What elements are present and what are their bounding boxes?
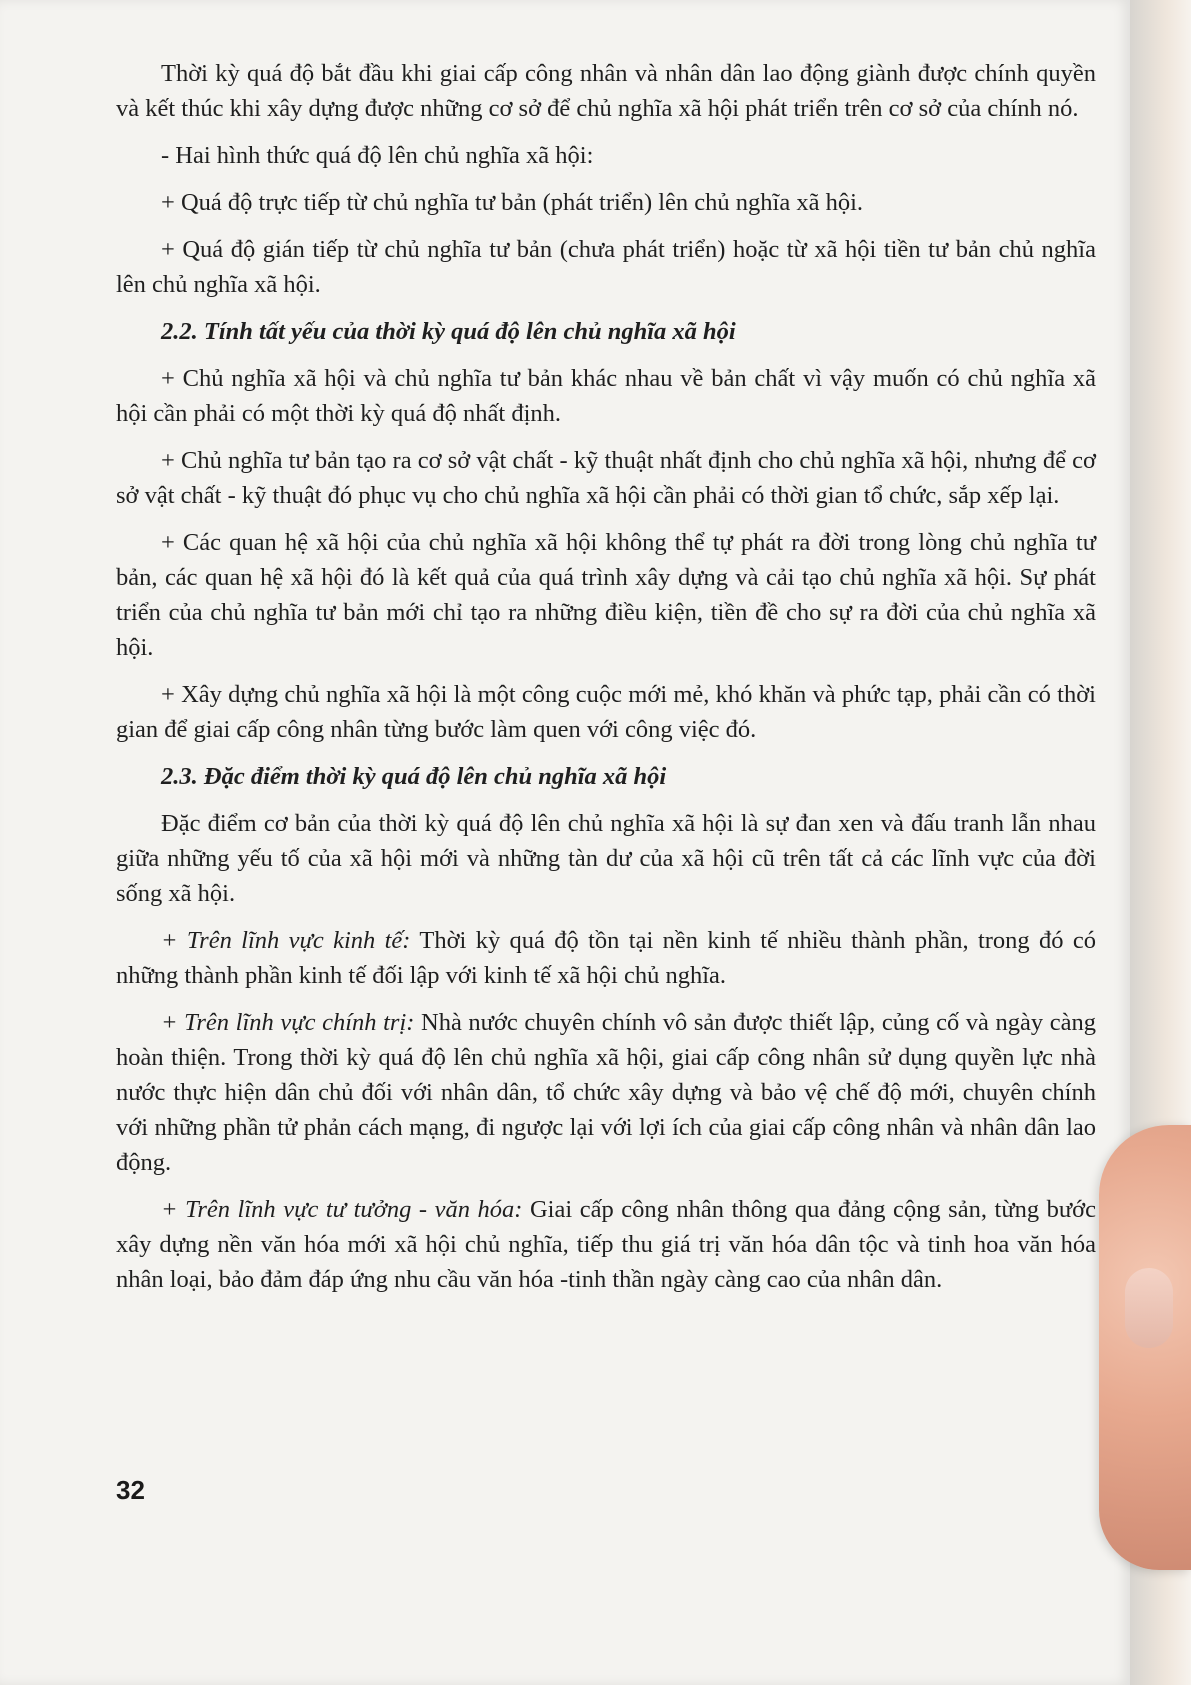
paragraph-necessity-1: + Chủ nghĩa xã hội và chủ nghĩa tư bản khác nhau về bản chất vì vậy muốn có chủ nghĩa xã hội cần phải có một thời kỳ quá độ nhất định. [116, 365, 1096, 427]
section-heading-2-2: 2.2. Tính tất yếu của thời kỳ quá độ lên chủ nghĩa xã hội [161, 318, 736, 345]
paragraph-politics [116, 1005, 1096, 1180]
section-heading-2-3: 2.3. Đặc điểm thời kỳ quá độ lên chủ nghĩa xã hội [161, 763, 667, 790]
page-content [116, 56, 1096, 1309]
text-economy: Thời kỳ quá độ tồn tại nền kinh tế nhiều thành phần, trong đó có những thành phần kinh tế đối lập với kinh tế xã hội chủ nghĩa. [116, 927, 1096, 989]
lead-economy: + Trên lĩnh vực kinh tế: [161, 927, 411, 954]
paragraph-indirect-transition: + Quá độ gián tiếp từ chủ nghĩa tư bản (chưa phát triển) hoặc từ xã hội tiền tư bản chủ nghĩa lên chủ nghĩa xã hội. [116, 236, 1096, 298]
paragraph-ideology-culture [116, 1192, 1096, 1297]
paragraph-necessity-2: + Chủ nghĩa tư bản tạo ra cơ sở vật chất - kỹ thuật nhất định cho chủ nghĩa xã hội, nhưng để cơ sở vật chất - kỹ thuật đó phục vụ cho chủ nghĩa xã hội cần phải có thời gian tổ chức, sắp xếp lại. [116, 447, 1096, 509]
paragraph-economy [116, 923, 1096, 993]
text-politics: Nhà nước chuyên chính vô sản được thiết lập, củng cố và ngày càng hoàn thiện. Trong thời kỳ quá độ lên chủ nghĩa xã hội, giai cấp công nhân sử dụng quyền lực nhà nước thực hiện dân chủ đối với nhân dân, tổ chức xây dựng và bảo vệ chế độ mới, chuyên chính với những phần tử phản cách mạng, đi ngược lại với lợi ích của giai cấp công nhân và nhân dân lao động. [116, 1009, 1096, 1176]
lead-politics: + Trên lĩnh vực chính trị: [161, 1009, 415, 1036]
paragraph-two-forms-intro: - Hai hình thức quá độ lên chủ nghĩa xã hội: [161, 142, 594, 169]
paragraph-transition-definition: Thời kỳ quá độ bắt đầu khi giai cấp công nhân và nhân dân lao động giành được chính quyền và kết thúc khi xây dựng được những cơ sở để chủ nghĩa xã hội phát triển trên cơ sở của chính nó. [116, 60, 1096, 122]
paragraph-necessity-3: + Các quan hệ xã hội của chủ nghĩa xã hội không thể tự phát ra đời trong lòng chủ nghĩa tư bản, các quan hệ xã hội đó là kết quả của quá trình xây dựng và cải tạo chủ nghĩa xã hội. Sự phát triển của chủ nghĩa tư bản mới chỉ tạo ra những điều kiện, tiền đề cho sự ra đời của chủ nghĩa xã hội. [116, 529, 1096, 661]
paragraph-direct-transition: + Quá độ trực tiếp từ chủ nghĩa tư bản (phát triển) lên chủ nghĩa xã hội. [161, 189, 864, 216]
page-number: 32 [116, 1475, 145, 1505]
paragraph-necessity-4: + Xây dựng chủ nghĩa xã hội là một công cuộc mới mẻ, khó khăn và phức tạp, phải cần có thời gian để giai cấp công nhân từng bước làm quen với công việc đó. [116, 681, 1096, 743]
thumbnail-image [1125, 1268, 1173, 1348]
lead-ideology-culture: + Trên lĩnh vực tư tưởng - văn hóa: [161, 1196, 523, 1223]
text-ideology-culture: Giai cấp công nhân thông qua đảng cộng sản, từng bước xây dựng nền văn hóa mới xã hội chủ nghĩa, tiếp thu giá trị văn hóa dân tộc và tinh hoa văn hóa nhân loại, bảo đảm đáp ứng nhu cầu văn hóa -tinh thần ngày càng cao của nhân dân. [116, 1196, 1097, 1293]
paragraph-characteristics-intro: Đặc điểm cơ bản của thời kỳ quá độ lên chủ nghĩa xã hội là sự đan xen và đấu tranh lẫn nhau giữa những yếu tố của xã hội mới và những tàn dư của xã hội cũ trên tất cả các lĩnh vực của đời sống xã hội. [116, 810, 1096, 907]
